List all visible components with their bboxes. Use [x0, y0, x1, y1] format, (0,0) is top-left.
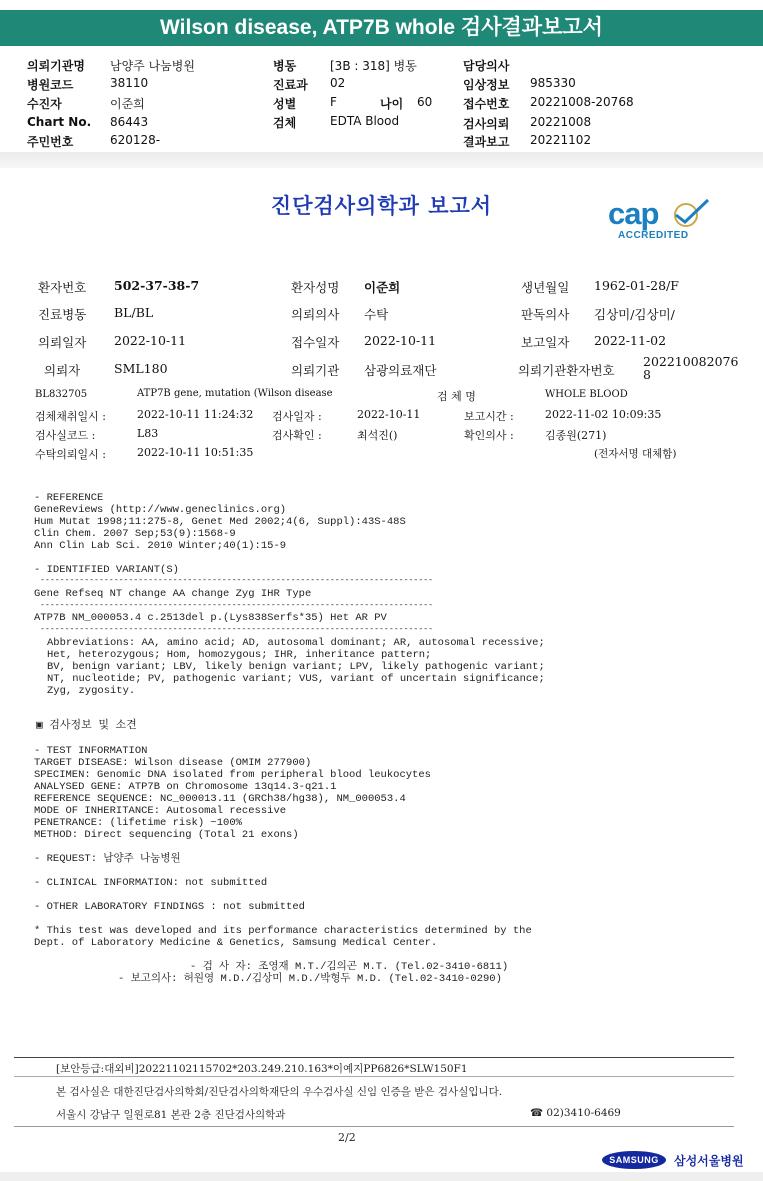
test-information-line: ANALYSED GENE: ATP7B on Chromosome 13q14.3-q21.1	[34, 781, 337, 793]
collect-value: 2022-10-11 11:24:32	[137, 408, 254, 421]
hospital-label: 의뢰기관명	[27, 59, 85, 73]
age-value: 60	[417, 95, 433, 109]
header-divider-band	[0, 152, 763, 168]
address-line: 서울시 강남구 일원로81 본관 2층 진단검사의학과	[56, 1109, 286, 1121]
test-information-line: SPECIMEN: Genomic DNA isolated from peripheral blood leukocytes	[34, 769, 431, 781]
accession-label: 접수번호	[463, 97, 510, 111]
confirm-doc-value: 김종원(271)	[545, 429, 607, 442]
abbreviation-line: Abbreviations: AA, amino acid; AD, autosomal dominant; AR, autosomal recessive;	[47, 637, 545, 649]
clinical-label: 임상정보	[463, 78, 510, 92]
accession-value: 20221008-20768	[530, 95, 634, 109]
room-label: 검사실코드 :	[35, 429, 96, 442]
footer-bottom-rule	[14, 1126, 734, 1127]
test-information-line: REFERENCE SEQUENCE: NC_000013.11 (GRCh38/hg38), NM_000053.4	[34, 793, 406, 805]
test-information-heading: - TEST INFORMATION	[34, 745, 148, 757]
institution-value: 삼광의료재단	[364, 363, 437, 378]
report-value: 20221102	[530, 133, 592, 147]
reader-label: 판독의사	[521, 307, 570, 322]
variant-table-header: Gene Refseq NT change AA change Zyg IHR Type	[34, 588, 312, 600]
institution-label: 의뢰기관	[291, 363, 340, 378]
footer-mid-rule	[14, 1076, 734, 1077]
disclaimer-line: Dept. of Laboratory Medicine & Genetics, Samsung Medical Center.	[34, 937, 438, 949]
ward2-value: BL/BL	[114, 305, 154, 320]
outsrc-value: 2022-10-11 10:51:35	[137, 446, 254, 459]
report-label: 결과보고	[463, 135, 510, 149]
sex-label: 성별	[273, 97, 297, 111]
reporting-physician-signature: - 보고의사: 허원영 M.D./김상미 M.D./박형두 M.D. (Tel.02-3410-0290)	[118, 973, 502, 985]
collect-label: 검체채취일시 :	[35, 410, 106, 423]
abbreviation-line: Het, heterozygous; Hom, homozygous; IHR, inheritance pattern;	[47, 649, 432, 661]
report-time-value: 2022-11-02 10:09:35	[545, 408, 662, 421]
reference-line: GeneReviews (http://www.geneclinics.org)	[34, 504, 287, 516]
patient-no-label: 환자번호	[38, 280, 87, 295]
dob-value: 1962-01-28/F	[594, 278, 679, 293]
section-heading: ▣ 검사정보 및 소견	[36, 720, 137, 732]
rrn-value: 620128-	[110, 133, 161, 147]
req-date-value: 2022-10-11	[114, 333, 187, 348]
abbreviation-line: BV, benign variant; LBV, likely benign variant; LPV, likely pathogenic variant;	[47, 661, 545, 673]
requester-value: SML180	[114, 361, 168, 376]
technician-signature: - 검 사 자: 조영재 M.T./김의곤 M.T. (Tel.02-3410-6811)	[190, 961, 509, 973]
confirm-label: 검사확인 :	[272, 429, 322, 442]
test-code: BL832705	[35, 389, 88, 400]
report-time-label: 보고시간 :	[464, 410, 514, 423]
rrn-label: 주민번호	[27, 135, 74, 149]
table-divider: --------------------------------------------------------------------------------	[40, 625, 434, 634]
phone-line: ☎ 02)3410-6469	[530, 1107, 621, 1119]
patient-name-label: 환자성명	[291, 280, 340, 295]
cap-accredited-logo	[608, 196, 712, 246]
page-number: 2/2	[338, 1131, 356, 1144]
esign-note: (전자서명 대체함)	[594, 448, 677, 460]
requester-label: 의뢰자	[44, 363, 81, 378]
variants-heading: - IDENTIFIED VARIANT(S)	[34, 564, 179, 576]
reference-line: Ann Clin Lab Sci. 2010 Winter;40(1):15-9	[34, 540, 287, 552]
room-value: L83	[137, 427, 159, 440]
outsrc-label: 수탁의뢰일시 :	[35, 448, 106, 461]
confirm-value: 최석진()	[357, 429, 398, 442]
patient-value: 이준희	[110, 97, 145, 111]
confirm-doc-label: 확인의사 :	[464, 429, 514, 442]
abbreviation-line: NT, nucleotide; PV, pathogenic variant; VUS, variant of uncertain significance;	[47, 673, 545, 685]
dob-label: 생년월일	[521, 280, 570, 295]
clinical-information-line: - CLINICAL INFORMATION: not submitted	[34, 877, 268, 889]
test-information-line: TARGET DISEASE: Wilson disease (OMIM 277900)	[34, 757, 312, 769]
other-findings-line: - OTHER LABORATORY FINDINGS : not submitted	[34, 901, 305, 913]
rep-date-label: 보고일자	[521, 335, 570, 350]
patient-name-value: 이준희	[364, 280, 401, 295]
test-information-line: PENETRANCE: (lifetime risk) ~100%	[34, 817, 242, 829]
hospcode-label: 병원코드	[27, 78, 74, 92]
ward-value: [3B : 318] 병동	[330, 59, 417, 73]
chart-label: Chart No.	[27, 115, 92, 129]
table-divider: --------------------------------------------------------------------------------	[40, 601, 434, 610]
test-name: ATP7B gene, mutation (Wilson disease	[137, 388, 333, 399]
req-date-label: 의뢰일자	[38, 335, 87, 350]
dept-label: 진료과	[273, 78, 308, 92]
table-divider: --------------------------------------------------------------------------------	[40, 576, 434, 585]
request-line: - REQUEST: 남양주 나눔병원	[34, 853, 181, 865]
request-label: 검사의뢰	[463, 117, 510, 131]
age-label: 나이	[380, 97, 404, 111]
reference-heading: - REFERENCE	[34, 492, 104, 504]
cap-accredited-text: ACCREDITED	[618, 230, 689, 241]
hospital-value: 남양주 나눔병원	[110, 59, 195, 73]
inst-patient-no-label: 의뢰기관환자번호	[518, 363, 615, 378]
cap-checkmark-icon	[670, 198, 710, 228]
specimen-value: EDTA Blood	[330, 114, 400, 128]
doctor-label: 담당의사	[463, 59, 510, 73]
recv-date-value: 2022-10-11	[364, 333, 437, 348]
reference-line: Hum Mutat 1998;11:275-8, Genet Med 2002;4(6, Suppl):43S-48S	[34, 516, 406, 528]
reference-line: Clin Chem. 2007 Sep;53(9):1568-9	[34, 528, 236, 540]
security-line: [보안등급:대외비]20221102115702*203.249.210.163*이예지PP6826*SLW150F1	[56, 1063, 468, 1075]
test-information-line: MODE OF INHERITANCE: Autosomal recessive	[34, 805, 287, 817]
sex-value: F	[330, 95, 337, 109]
hospcode-value: 38110	[110, 76, 149, 90]
test-information-line: METHOD: Direct sequencing (Total 21 exons)	[34, 829, 299, 841]
req-doctor-value: 수탁	[364, 307, 389, 322]
cap-logo-word: cap	[608, 196, 659, 231]
dept-value: 02	[330, 76, 346, 90]
request-value: 20221008	[530, 115, 592, 129]
hospital-name-logo: 삼성서울병원	[674, 1154, 744, 1168]
variant-table-row: ATP7B NM_000053.4 c.2513del p.(Lys838Serfs*35) Het AR PV	[34, 612, 387, 624]
rep-date-value: 2022-11-02	[594, 333, 667, 348]
recv-date-label: 접수일자	[291, 335, 340, 350]
inst-patient-no-line1: 202210082076	[643, 354, 739, 369]
disclaimer-line: * This test was developed and its performance characteristics determined by the	[34, 925, 532, 937]
ward2-label: 진료병동	[38, 307, 87, 322]
patient-label: 수진자	[27, 97, 62, 111]
reader-value: 김상미/김상미/	[594, 307, 675, 322]
patient-no-value: 502-37-38-7	[114, 278, 200, 293]
ward-label: 병동	[273, 59, 297, 73]
footer-top-rule	[14, 1057, 734, 1058]
test-date-label: 검사일자 :	[272, 410, 322, 423]
report-banner-title: Wilson disease, ATP7B whole 검사결과보고서	[0, 10, 763, 46]
samsung-logo: SAMSUNG	[602, 1151, 666, 1169]
page-bottom-band	[0, 1172, 763, 1181]
specimen-name-value: WHOLE BLOOD	[545, 389, 628, 400]
abbreviation-line: Zyg, zygosity.	[47, 685, 136, 697]
req-doctor-label: 의뢰의사	[291, 307, 340, 322]
certification-line: 본 검사실은 대한진단검사의학회/진단검사의학재단의 우수검사실 신임 인증을 받은 검사실입니다.	[56, 1086, 503, 1098]
report-title: 진단검사의학과 보고서	[270, 194, 493, 218]
clinical-value: 985330	[530, 76, 576, 90]
chart-value: 86443	[110, 115, 149, 129]
inst-patient-no-line2: 8	[643, 367, 651, 382]
specimen-label: 검체	[273, 116, 297, 130]
test-date-value: 2022-10-11	[357, 408, 421, 421]
specimen-name-label: 검 체 명	[437, 390, 476, 403]
